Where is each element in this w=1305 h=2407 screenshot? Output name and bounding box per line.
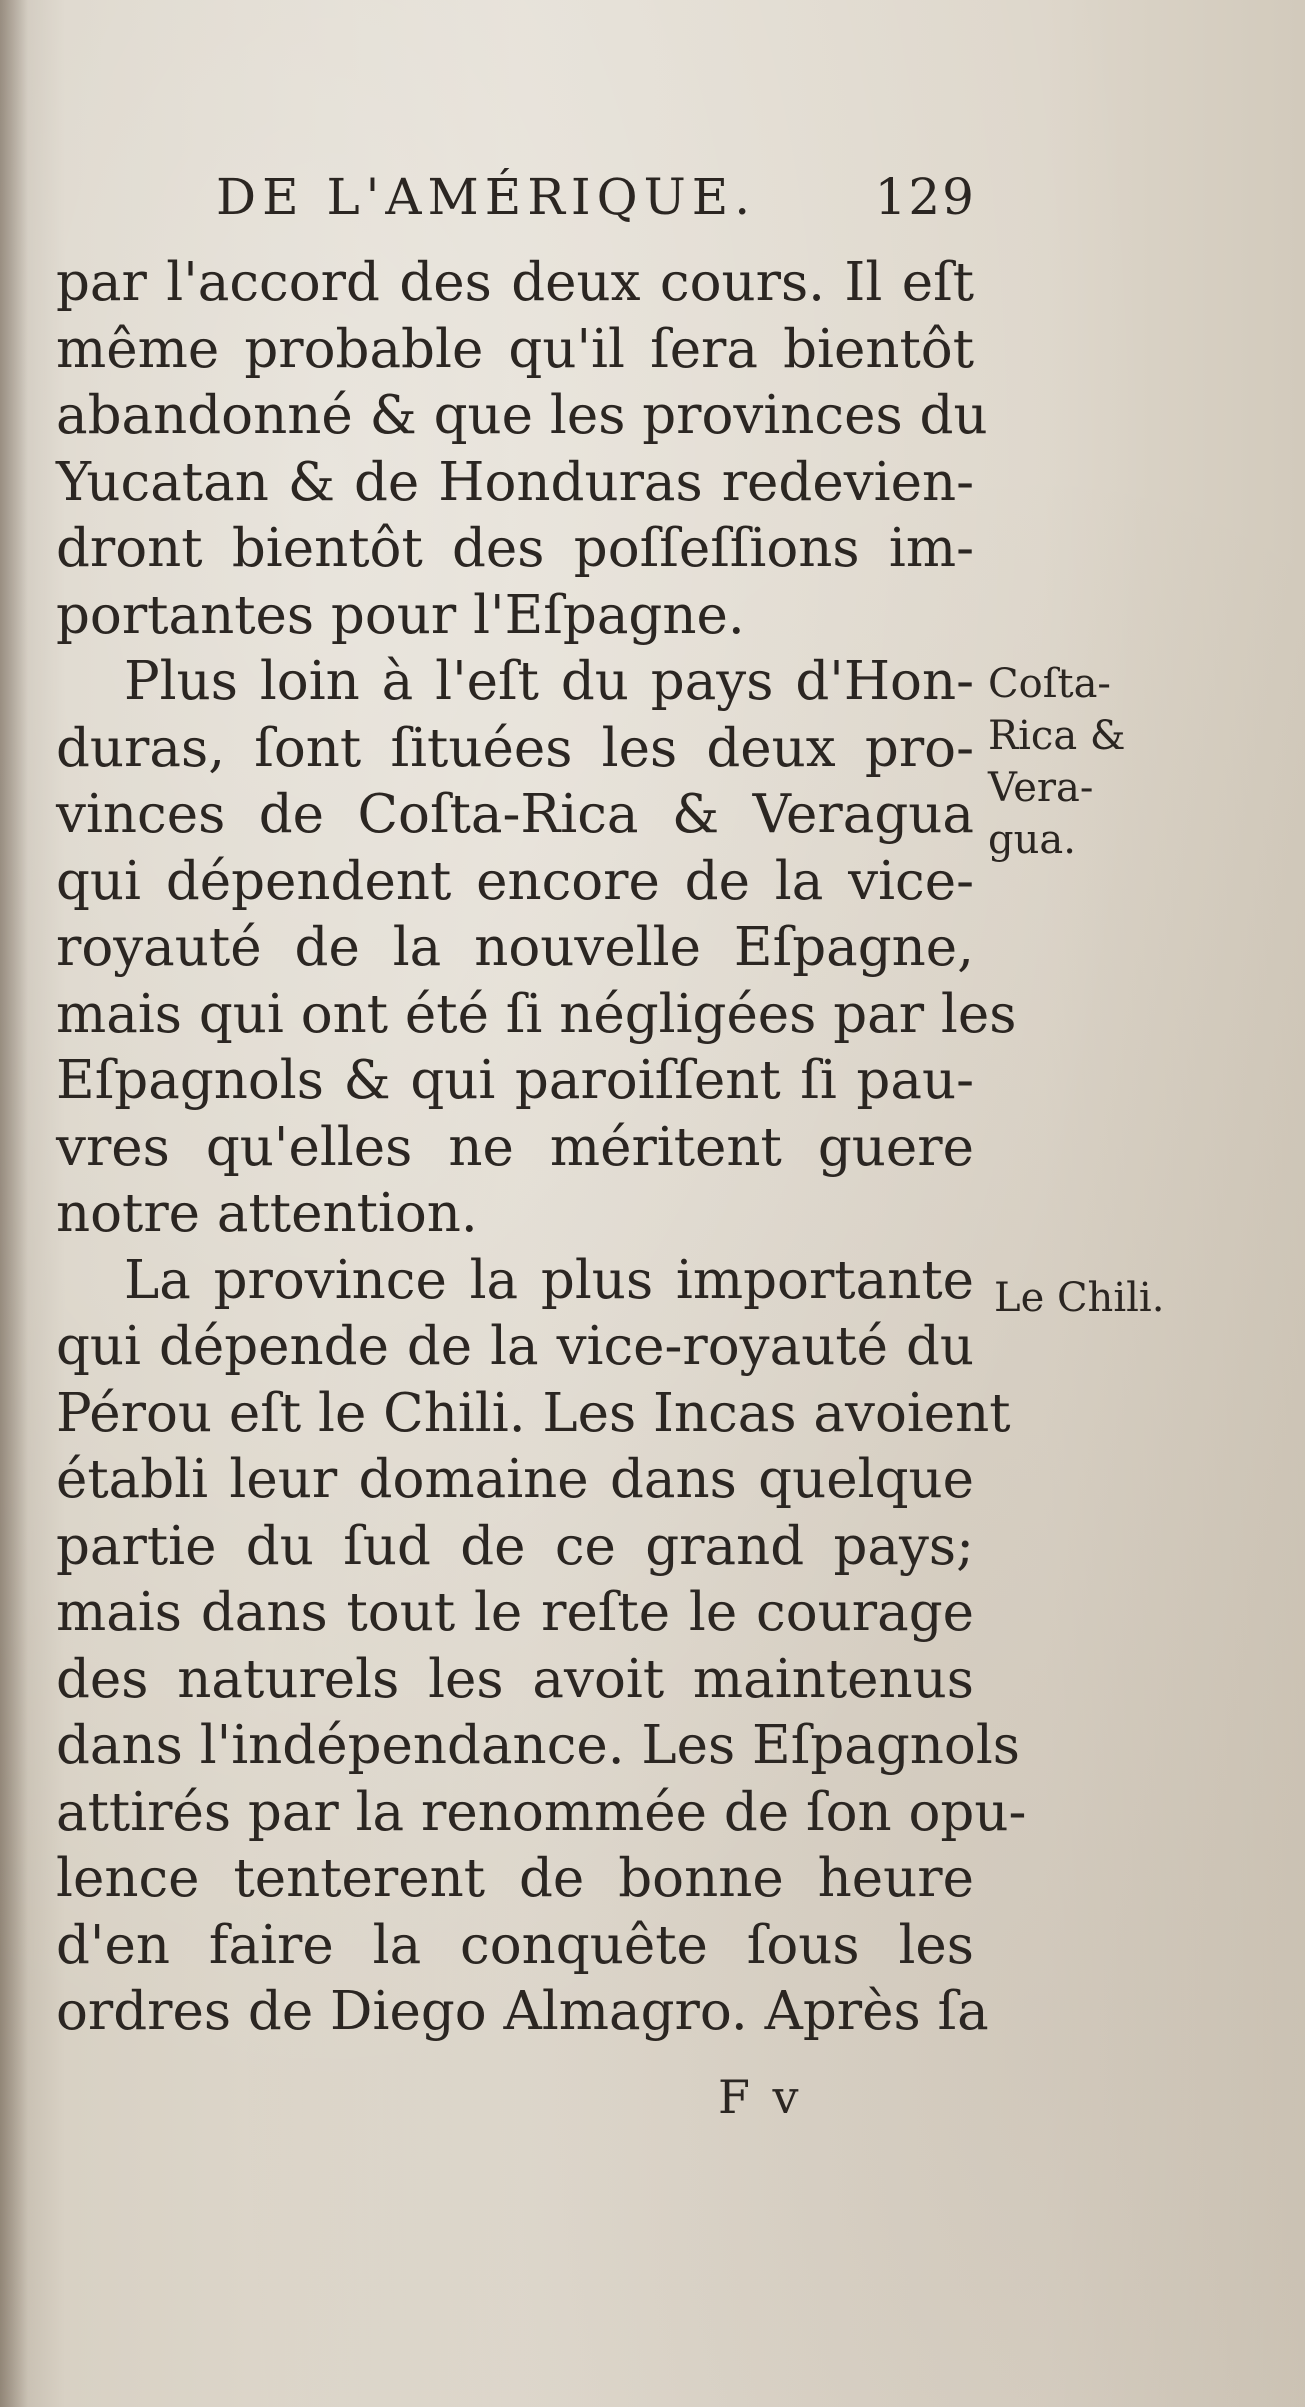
text-line: d'en faire la conquête ſous les [56,1914,974,1976]
paragraph-3 [56,1248,1027,2046]
margin-note-costa-rica [988,658,1125,866]
text-line: Plus loin à l'eſt du pays d'Hon- [124,651,974,712]
margin-note-line: gua. [988,817,1076,863]
text-line: Yucatan & de Honduras redevien- [56,451,974,513]
text-line: mais dans tout le reſte le courage [56,1582,974,1643]
gutter-shadow [0,0,28,2407]
text-line: Pérou eſt le Chili. Les Incas avoient [56,1382,1011,1444]
text-line: même probable qu'il ſera bientôt [56,318,974,380]
running-title: DE L'AMÉRIQUE. [216,168,757,226]
page-number: 129 [874,168,976,226]
text-line: qui dépendent encore de la vice- [56,850,974,912]
paragraph-1 [56,250,988,649]
text-line: duras, ſont ſituées les deux pro- [56,717,974,779]
margin-note-line: Rica & [988,713,1126,759]
text-line: dans l'indépendance. Les Eſpagnols [56,1715,1020,1776]
text-line: notre attention. [56,1183,478,1244]
text-line: qui dépende de la vice-royauté du [56,1316,974,1377]
body-text [56,250,1027,2046]
text-line: mais qui ont été ſi négligées par les [56,983,1017,1045]
text-line: royauté de la nouvelle Eſpagne, [56,917,974,978]
margin-note-line: Vera- [988,765,1094,811]
text-line: ordres de Diego Almagro. Après ſa [56,1981,989,2042]
text-line: établi leur domaine dans quelque [56,1449,974,1510]
page-header [216,168,976,248]
margin-note-line: Le Chili. [994,1275,1165,1321]
text-line: partie du ſud de ce grand pays; [56,1515,974,1577]
text-line: des naturels les avoit maintenus [56,1648,974,1710]
paragraph-2 [56,649,1017,1248]
text-line: lence tenterent de bonne heure [56,1848,974,1909]
text-line: portantes pour l'Eſpagne. [56,584,745,646]
text-line: dront bientôt des poſſeſſions im- [56,518,974,579]
text-line: vinces de Coſta-Rica & Veragua [56,784,974,845]
text-line: par l'accord des deux cours. Il eſt [56,252,974,313]
signature-mark: F v [718,2070,803,2124]
margin-note-chili [994,1272,1164,1324]
text-line: Eſpagnols & qui paroiſſent ſi pau- [56,1050,974,1111]
margin-note-line: Coſta- [988,661,1111,707]
text-line: abandonné & que les provinces du [56,385,988,446]
text-line: attirés par la renommée de ſon opu- [56,1781,1027,1843]
text-line: vres qu'elles ne méritent guere [56,1116,974,1178]
text-line: La province la plus importante [124,1249,974,1311]
